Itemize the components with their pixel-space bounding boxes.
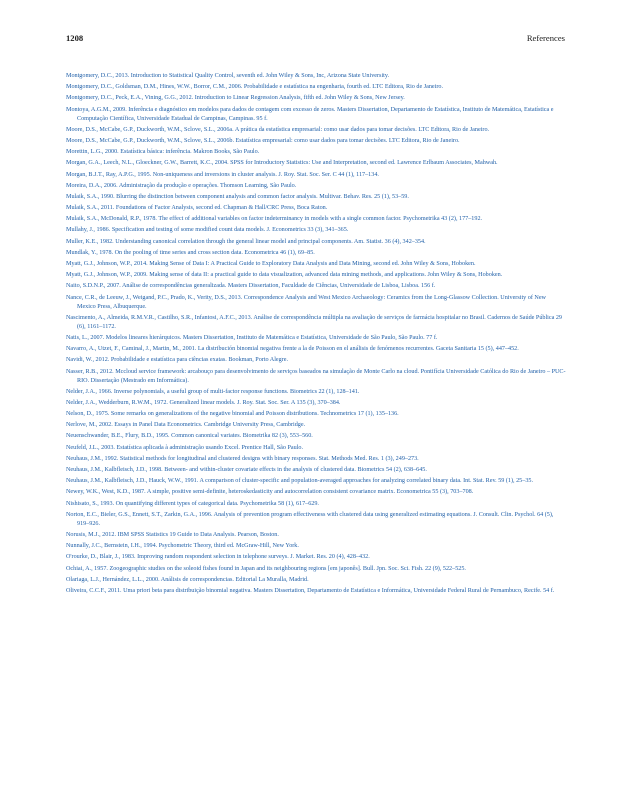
reference-entry[interactable]: Montoya, A.G.M., 2009. Inferência e diagnóstico em modelos para dados de contagem com excesso de zeros. Masters Dissertation, Departamento de Estatística, Instituto de Matemática, Estatística e Computação Científica, Universidade Estadual de Campinas, Campinas. 95 f.: [66, 106, 554, 122]
reference-entry[interactable]: Nunnally, J.C., Bernstein, I.H., 1994. Psychometric Theory, third ed. McGraw-Hill, New York.: [66, 543, 299, 550]
reference-entry[interactable]: Mulaik, S.A., 2011. Foundations of Factor Analysis, second ed. Chapman & Hall/CRC Press, Boca Raton.: [66, 205, 328, 212]
reference-entry[interactable]: Nishisato, S., 1993. On quantifying different types of categorical data. Psychometrika 58 (1), 617–629.: [66, 500, 319, 507]
reference-entry[interactable]: Oliveira, C.C.F., 2011. Uma priori beta para distribuição binomial negativa. Masters Dissertation, Departamento de Estatística e Informática, Universidade Federal Rural de Pernambuco, Recife. 54 f.: [66, 587, 555, 594]
page-header: [66, 33, 565, 43]
section-title: References: [526, 33, 565, 43]
reference-entry[interactable]: Navidi, W., 2012. Probabilidade e estatística para ciências exatas. Bookman, Porto Alegre.: [66, 357, 289, 364]
reference-entry[interactable]: Nelder, J.A., 1966. Inverse polynomials, a useful group of multi-factor response functions. Biometrics 22 (1), 128–141.: [66, 388, 360, 395]
reference-entry[interactable]: Naito, S.D.N.P., 2007. Análise de correspondências generalizada. Masters Dissertation, Faculdade de Ciências, Universidade de Lisboa, Lisboa. 156 f.: [66, 283, 436, 290]
reference-entry[interactable]: Moore, D.S., McCabe, G.P., Duckworth, W.M., Sclove, S.L., 2006b. Estatística empresarial: como usar dados para tomar decisões. LTC Editora, Rio de Janeiro.: [66, 137, 460, 144]
reference-entry[interactable]: Morgan, G.A., Leech, N.L., Gloeckner, G.W., Barrett, K.C., 2004. SPSS for Introductory Statistics: Use and Interpretation, second ed. Lawrence Erlbaum Associates, Mahwah.: [66, 160, 498, 167]
reference-entry[interactable]: Navarro, A., Utzet, F., Caminal, J., Martin, M., 2001. La distribución binomial negativa frente a la de Poisson en el análisis de fenómenos recurrentes. Gaceta Sanitaria 15 (5), 447–452.: [66, 346, 519, 353]
reference-entry[interactable]: Montgomery, D.C., Peck, E.A., Vining, G.G., 2012. Introduction to Linear Regression Analysis, fifth ed. John Wiley & Sons, New Jersey.: [66, 95, 405, 102]
reference-entry[interactable]: Nerlove, M., 2002. Essays in Panel Data Econometrics. Cambridge University Press, Cambridge.: [66, 422, 306, 429]
reference-entry[interactable]: Montgomery, D.C., 2013. Introduction to Statistical Quality Control, seventh ed. John Wiley & Sons, Inc, Arizona State University.: [66, 73, 390, 79]
reference-entry[interactable]: Ochiai, A., 1957. Zoogeographic studies on the soleoid fishes found in Japan and its neighbouring regions [em japonês]. Bull. Jpn. Soc. Sci. Fish. 22 (9), 522–525.: [66, 565, 466, 572]
reference-entry[interactable]: Natis, L., 2007. Modelos lineares hierárquicos. Masters Dissertation, Instituto de Matemática e Estatística, Universidade de São Paulo, São Paulo. 77 f.: [66, 334, 438, 341]
reference-entry[interactable]: Montgomery, D.C., Goldsman, D.M., Hines, W.W., Borror, C.M., 2006. Probabilidade e estatística na engenharia, fourth ed. LTC Editora, Rio de Janeiro.: [66, 84, 443, 91]
reference-entry[interactable]: Newey, W.K., West, K.D., 1987. A simple, positive semi-definite, heteroskedasticity and autocorrelation consistent covariance matrix. Econometrica 55 (3), 703–708.: [66, 489, 474, 496]
reference-entry[interactable]: Norusis, M.J., 2012. IBM SPSS Statistics 19 Guide to Data Analysis. Pearson, Boston.: [66, 531, 279, 538]
reference-entry[interactable]: Morettin, L.G., 2000. Estatística básica: inferência. Makron Books, São Paulo.: [66, 149, 260, 156]
reference-entry[interactable]: Myatt, G.J., Johnson, W.P., 2014. Making Sense of Data I: A Practical Guide to Exploratory Data Analysis and Data Mining, second ed. John Wiley & Sons, Hoboken.: [66, 261, 476, 267]
reference-entry[interactable]: Muller, K.E., 1982. Understanding canonical correlation through the general linear model and principal components. Am. Statist. 36 (4), 342–354.: [66, 238, 426, 245]
reference-entry[interactable]: Olariaga, L.J., Hernández, L.L., 2000. Análisis de correspondencias. Editorial La Muralla, Madrid.: [66, 576, 309, 583]
reference-entry[interactable]: Nelder, J.A., Wedderburn, R.W.M., 1972. Generalized linear models. J. Roy. Stat. Soc. Ser. A 135 (3), 370–384.: [66, 399, 341, 406]
reference-entry[interactable]: Mulaik, S.A., 1990. Blurring the distinction between component analysis and common factor analysis. Multivar. Behav. Res. 25 (1), 53–59.: [66, 193, 409, 200]
reference-entry[interactable]: Neufeld, J.L., 2003. Estatística aplicada à administração usando Excel. Prentice Hall, São Paulo.: [66, 444, 304, 451]
reference-entry[interactable]: Nelson, D., 1975. Some remarks on generalizations of the negative binomial and Poisson distributions. Technometrics 17 (1), 135–136.: [66, 411, 399, 418]
reference-entry[interactable]: Neuhaus, J.M., Kalbfleisch, J.D., 1998. Between- and within-cluster covariate effects in the analysis of clustered data. Biometrics 54 (2), 638–645.: [66, 467, 427, 473]
reference-entry[interactable]: Mundlak, Y., 1978. On the pooling of time series and cross section data. Econometrica 46 (1), 69–85.: [66, 249, 315, 256]
reference-entry[interactable]: Nasser, R.B., 2012. Mccloud service framework: arcabouço para desenvolvimento de serviços baseados na simulação de Monte Carlo na cloud. Pontifícia Universidade Católica do Rio de Janeiro – PUC-RIO. Dissertação (Mestrado em Informática).: [66, 368, 566, 384]
reference-entry[interactable]: Neuhaus, J.M., 1992. Statistical methods for longitudinal and clustered designs with binary responses. Stat. Methods Med. Res. 1 (3), 249–273.: [66, 455, 419, 462]
reference-list: [66, 72, 566, 598]
page-number: 1208: [66, 33, 84, 43]
reference-entry[interactable]: Neuhaus, J.M., Kalbfleisch, J.D., Hauck, W.W., 1991. A comparison of cluster-specific and population-averaged approaches for analyzing correlated binary data. Int. Stat. Rev. 59 (1), 25–35.: [66, 478, 533, 485]
reference-entry[interactable]: Mullahy, J., 1986. Specification and testing of some modified count data models. J. Econometrics 33 (3), 341–365.: [66, 227, 349, 234]
reference-entry[interactable]: Nance, C.R., de Leeuw, J., Weigand, P.C., Prado, K., Verity, D.S., 2013. Correspondence Analysis and West Mexico Archaeology: Ceramics from the Long-Glassow Collection. University of New Mexico Press, Albuquerque.: [66, 294, 546, 310]
reference-entry[interactable]: Neuenschwander, B.E., Flury, B.D., 1995. Common canonical variates. Biometrika 82 (3), 553–560.: [66, 433, 313, 440]
reference-entry[interactable]: Nascimento, A., Almeida, R.M.V.R., Castilho, S.R., Infantosi, A.F.C., 2013. Análise de correspondência múltipla na avaliação de serviços de farmácia hospitalar no Brasil. Cadernos de Saúde Pública 29 (6), 1161–1172.: [66, 314, 563, 330]
reference-entry[interactable]: O'rourke, D., Blair, J., 1983. Improving random respondent selection in telephone surveys. J. Market. Res. 20 (4), 428–432.: [66, 554, 370, 561]
reference-entry[interactable]: Norton, E.C., Bieler, G.S., Ennett, S.T., Zarkin, G.A., 1996. Analysis of prevention program effectiveness with clustered data using generalized estimating equations. J. Consult. Clin. Psychol. 64 (5), 919–926.: [66, 511, 554, 527]
reference-entry[interactable]: Moore, D.S., McCabe, G.P., Duckworth, W.M., Sclove, S.L., 2006a. A prática da estatística empresarial: como usar dados para tomar decisões. LTC Editora, Rio de Janeiro.: [66, 126, 490, 133]
reference-entry[interactable]: Myatt, G.J., Johnson, W.P., 2009. Making sense of data II: a practical guide to data visualization, advanced data mining methods, and applications. John Wiley & Sons, Hoboken.: [66, 272, 503, 279]
reference-entry[interactable]: Morgan, B.J.T., Ray, A.P.G., 1995. Non-uniqueness and inversions in cluster analysis. J. Roy. Stat. Soc. Ser. C 44 (1), 117–134.: [66, 171, 379, 178]
reference-entry[interactable]: Moreira, D.A., 2006. Administração da produção e operações. Thomson Learning, São Paulo.: [66, 182, 297, 189]
reference-entry[interactable]: Mulaik, S.A., McDonald, R.P., 1978. The effect of additional variables on factor indeterminancy in models with a single common factor. Psychometrika 43 (2), 177–192.: [66, 216, 483, 223]
